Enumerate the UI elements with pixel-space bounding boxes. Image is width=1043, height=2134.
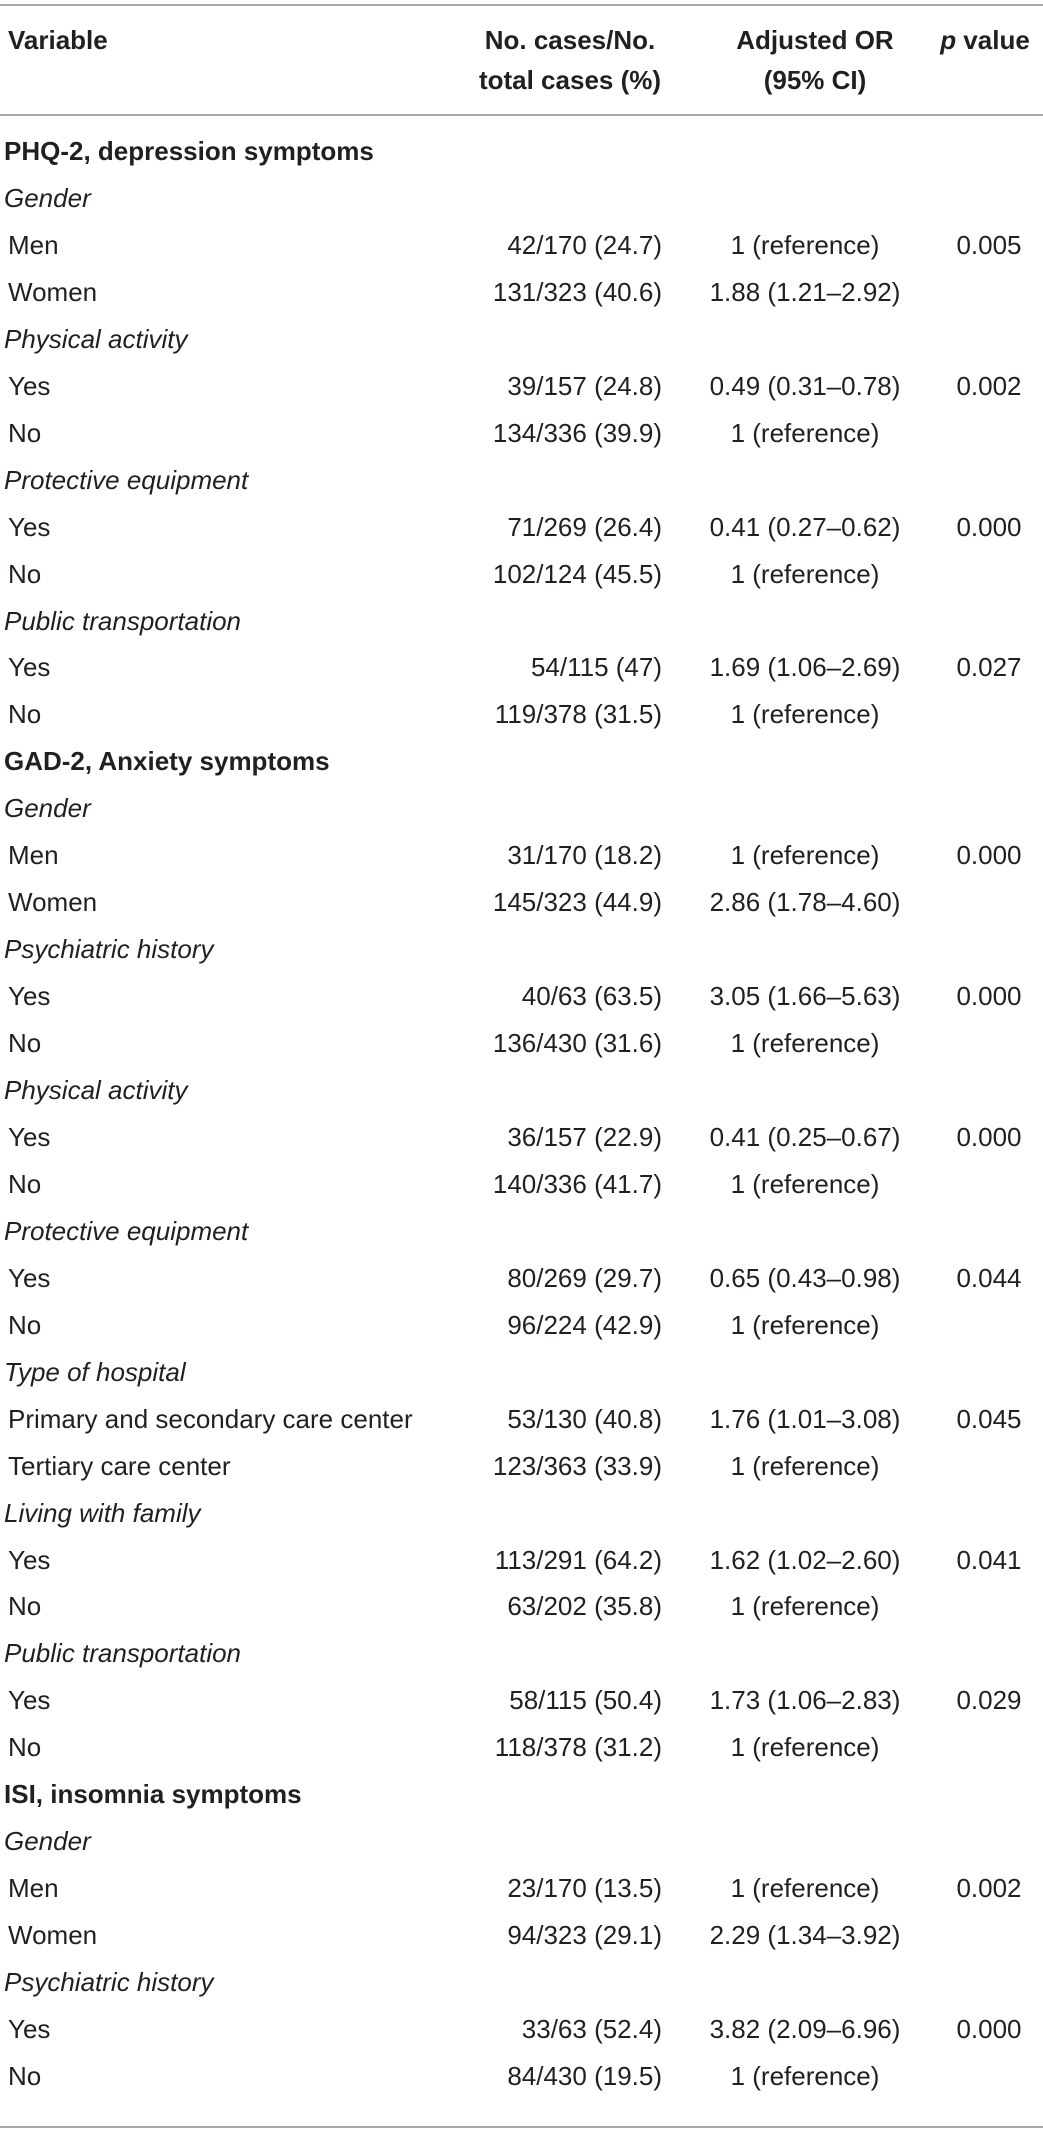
variable-group: [0, 926, 1043, 973]
adjusted-or-cell: 1.69 (1.06–2.69): [709, 652, 901, 683]
p-value-cell: 0.027: [956, 652, 1022, 683]
table-row: [0, 691, 1043, 738]
row-label: Physical activity: [4, 1075, 188, 1105]
row-label: ISI, insomnia symptoms: [4, 1779, 302, 1810]
cases-cell: 71/269 (26.4): [507, 511, 662, 542]
row-label: Yes: [8, 1544, 51, 1575]
adjusted-or-cell: 1 (reference): [730, 1028, 880, 1059]
table-row: [0, 269, 1043, 316]
row-label: Women: [8, 276, 98, 307]
cases-cell: 63/202 (35.8): [507, 1591, 662, 1622]
cases-cell: 33/63 (52.4): [521, 2014, 662, 2044]
table-row: [0, 1443, 1043, 1490]
adjusted-or-cell: 1 (reference): [730, 699, 880, 730]
cases-cell: 53/130 (40.8): [507, 1403, 662, 1434]
p-value-cell: 0.000: [956, 1121, 1022, 1152]
table-row: [0, 410, 1043, 457]
cases-cell: 113/291 (64.2): [494, 1544, 662, 1575]
variable-group: [0, 598, 1043, 645]
row-label: Yes: [8, 1685, 51, 1716]
p-value-cell: 0.044: [956, 1262, 1022, 1293]
header-p-italic: p: [940, 25, 957, 55]
adjusted-or-cell: 0.41 (0.27–0.62): [709, 511, 901, 542]
row-label: Men: [8, 229, 59, 260]
row-label: Physical activity: [4, 323, 188, 354]
cases-cell: 134/336 (39.9): [492, 417, 662, 448]
cases-cell: 80/269 (29.7): [507, 1262, 662, 1293]
cases-cell: 58/115 (50.4): [509, 1685, 662, 1716]
cases-cell: 102/124 (45.5): [492, 558, 662, 589]
p-value-cell: 0.002: [956, 1873, 1022, 1904]
variable-group: [0, 785, 1043, 832]
row-label: Yes: [8, 1262, 51, 1293]
adjusted-or-cell: 1 (reference): [730, 840, 880, 871]
p-value-cell: 0.000: [956, 840, 1022, 871]
header-cases: [440, 20, 700, 100]
cases-cell: 136/430 (31.6): [492, 1028, 662, 1059]
p-value-cell: 0.045: [956, 1403, 1022, 1434]
row-label: Psychiatric history: [4, 1967, 214, 1998]
row-label: Protective equipment: [4, 1215, 249, 1246]
variable-group: [0, 1208, 1043, 1255]
table-row: [0, 1396, 1043, 1443]
adjusted-or-cell: 1 (reference): [730, 1168, 880, 1199]
row-label: Tertiary care center: [8, 1450, 231, 1481]
table-row: [0, 1865, 1043, 1912]
table-row: [0, 363, 1043, 410]
cases-cell: 40/63 (63.5): [521, 981, 662, 1012]
cases-cell: 23/170 (13.5): [507, 1873, 662, 1904]
top-rule: [0, 4, 1043, 6]
row-label: No: [8, 558, 42, 589]
row-label: Living with family: [4, 1497, 201, 1528]
row-label: Gender: [4, 793, 91, 824]
cases-cell: 119/378 (31.5): [494, 699, 662, 730]
section-heading: [0, 738, 1043, 785]
variable-group: [0, 1349, 1043, 1396]
p-value-cell: 0.000: [956, 981, 1022, 1012]
row-label: Men: [8, 1873, 59, 1904]
p-value-cell: 0.000: [956, 511, 1022, 542]
row-label: Gender: [4, 1826, 91, 1857]
table-row: [0, 1537, 1043, 1584]
cases-cell: 96/224 (42.9): [507, 1309, 662, 1340]
variable-group: [0, 1630, 1043, 1677]
variable-group: [0, 316, 1043, 363]
header-p-rest: value: [956, 25, 1030, 55]
p-value-cell: 0.000: [956, 2014, 1022, 2044]
variable-group: [0, 457, 1043, 504]
p-value-cell: 0.041: [956, 1544, 1022, 1575]
adjusted-or-cell: 1 (reference): [730, 1873, 880, 1904]
row-label: Men: [8, 840, 59, 871]
table-row: [0, 2053, 1043, 2100]
row-label: Yes: [8, 652, 51, 683]
row-label: Women: [8, 1920, 98, 1951]
table-row: [0, 1255, 1043, 1302]
adjusted-or-cell: 1 (reference): [730, 1591, 880, 1622]
table-row: [0, 2006, 1043, 2053]
row-label: GAD-2, Anxiety symptoms: [4, 746, 330, 777]
row-label: No: [8, 699, 42, 730]
row-label: Psychiatric history: [4, 934, 214, 965]
p-value-cell: 0.005: [956, 229, 1022, 260]
header-rule: [0, 114, 1043, 116]
row-label: Yes: [8, 2014, 51, 2044]
adjusted-or-cell: 1.88 (1.21–2.92): [709, 276, 901, 307]
p-value-cell: 0.002: [956, 370, 1022, 401]
table-row: [0, 504, 1043, 551]
row-label: Yes: [8, 370, 51, 401]
row-label: Gender: [4, 182, 91, 213]
variable-group: [0, 1490, 1043, 1537]
bottom-rule: [0, 2126, 1043, 2128]
cases-cell: 84/430 (19.5): [507, 2060, 662, 2091]
variable-group: [0, 1959, 1043, 2006]
cases-cell: 140/336 (41.7): [492, 1168, 662, 1199]
cases-cell: 54/115 (47): [530, 652, 662, 683]
adjusted-or-cell: 1 (reference): [730, 1450, 880, 1481]
adjusted-or-cell: 1 (reference): [730, 2060, 880, 2091]
row-label: PHQ-2, depression symptoms: [4, 136, 374, 166]
row-label: Protective equipment: [4, 464, 249, 495]
cases-cell: 42/170 (24.7): [507, 229, 662, 260]
adjusted-or-cell: 0.41 (0.25–0.67): [709, 1121, 901, 1152]
row-label: Public transportation: [4, 1638, 242, 1669]
adjusted-or-cell: 1.76 (1.01–3.08): [709, 1403, 901, 1434]
table-row: [0, 832, 1043, 879]
row-label: No: [8, 1591, 42, 1622]
table-row: [0, 1161, 1043, 1208]
cases-cell: 145/323 (44.9): [492, 887, 662, 918]
header-adjusted-or: [700, 20, 930, 100]
table-row: [0, 1677, 1043, 1724]
row-label: No: [8, 1168, 42, 1199]
row-label: No: [8, 1732, 42, 1763]
header-cases-line2: total cases (%): [478, 65, 662, 95]
adjusted-or-cell: 3.82 (2.09–6.96): [709, 2014, 901, 2044]
header-cases-line1: No. cases/No.: [484, 25, 656, 55]
adjusted-or-cell: 1 (reference): [730, 558, 880, 589]
row-label: Public transportation: [4, 605, 242, 636]
p-value-cell: 0.029: [956, 1685, 1022, 1716]
row-label: Yes: [8, 511, 51, 542]
row-label: No: [8, 2060, 42, 2091]
table-row: [0, 551, 1043, 598]
table-row: [0, 222, 1043, 269]
row-label: No: [8, 1028, 42, 1059]
table-row: [0, 644, 1043, 691]
table-row: [0, 1912, 1043, 1959]
adjusted-or-cell: 0.65 (0.43–0.98): [709, 1262, 901, 1293]
adjusted-or-cell: 0.49 (0.31–0.78): [709, 370, 901, 401]
row-label: Women: [8, 887, 98, 918]
row-label: No: [8, 1309, 42, 1340]
adjusted-or-cell: 1.73 (1.06–2.83): [709, 1685, 901, 1716]
cases-cell: 39/157 (24.8): [507, 370, 662, 401]
adjusted-or-cell: 1 (reference): [730, 229, 880, 260]
cases-cell: 31/170 (18.2): [507, 840, 662, 871]
section-heading: [0, 128, 1043, 175]
table-row: [0, 973, 1043, 1020]
cases-cell: 131/323 (40.6): [492, 276, 662, 307]
header-variable: Variable: [8, 25, 108, 55]
adjusted-or-cell: 2.29 (1.34–3.92): [709, 1920, 901, 1951]
table-row: [0, 1020, 1043, 1067]
table-row: [0, 1583, 1043, 1630]
adjusted-or-cell: 1 (reference): [730, 417, 880, 448]
adjusted-or-cell: 1 (reference): [730, 1309, 880, 1340]
header-p-value: [930, 20, 1040, 60]
row-label: No: [8, 417, 42, 448]
row-label: Yes: [8, 981, 51, 1012]
section-heading: [0, 1771, 1043, 1818]
header-or-line1: Adjusted OR: [736, 25, 894, 55]
row-label: Primary and secondary care center: [8, 1403, 413, 1434]
cases-cell: 118/378 (31.2): [494, 1732, 662, 1763]
adjusted-or-cell: 2.86 (1.78–4.60): [709, 887, 901, 918]
adjusted-or-cell: 1 (reference): [730, 1732, 880, 1763]
variable-group: [0, 175, 1043, 222]
adjusted-or-cell: 3.05 (1.66–5.63): [709, 981, 901, 1012]
table-row: [0, 879, 1043, 926]
table-row: [0, 1724, 1043, 1771]
variable-group: [0, 1067, 1043, 1114]
header-or-line2: (95% CI): [763, 65, 867, 95]
adjusted-or-cell: 1.62 (1.02–2.60): [709, 1544, 901, 1575]
table-row: [0, 1302, 1043, 1349]
cases-cell: 94/323 (29.1): [507, 1920, 662, 1951]
cases-cell: 36/157 (22.9): [507, 1121, 662, 1152]
cases-cell: 123/363 (33.9): [492, 1450, 662, 1481]
row-label: Type of hospital: [4, 1356, 186, 1387]
variable-group: [0, 1818, 1043, 1865]
row-label: Yes: [8, 1121, 51, 1152]
table-row: [0, 1114, 1043, 1161]
